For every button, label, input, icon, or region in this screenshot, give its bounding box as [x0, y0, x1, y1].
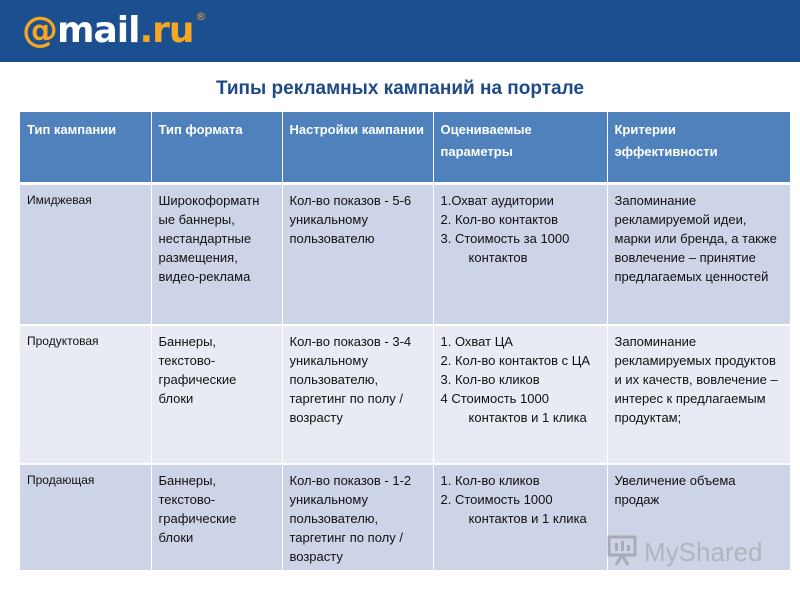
- cell-settings: Кол-во показов - 1-2 уникальному пользователю, таргетинг по полу / возрасту: [282, 464, 433, 571]
- myshared-watermark: [606, 533, 763, 572]
- page-title: Типы рекламных кампаний на портале: [215, 78, 584, 99]
- cell-params: [433, 464, 607, 571]
- logo-registered-mark: ®: [195, 10, 206, 23]
- cell-format: Широкоформатн ые баннеры, нестандартные размещения, видео-реклама: [151, 184, 282, 325]
- cell-settings: Кол-во показов - 5-6 уникальному пользователю: [282, 184, 433, 325]
- param-item: 1. Кол-во кликов: [440, 472, 540, 488]
- param-item: 3. Стоимость за 1000 контактов: [440, 231, 570, 265]
- table-row: [20, 184, 790, 325]
- param-item: 2. Кол-во контактов с ЦА: [440, 352, 591, 368]
- cell-criteria: Увеличение объема продаж: [607, 464, 790, 571]
- logo-ru: .ru: [139, 9, 194, 51]
- cell-format: Баннеры, текстово-графические блоки: [151, 464, 282, 571]
- param-item: 1.Охват аудитории: [440, 193, 554, 208]
- cell-params: [433, 184, 607, 325]
- cell-criteria: Запоминание рекламируемых продуктов и их качеств, вовлечение – интерес к предлагаемым продуктам;: [607, 325, 790, 464]
- header-efficiency-criteria: Критерии эффективности: [607, 112, 790, 184]
- cell-criteria: Запоминание рекламируемой идеи, марки или бренда, а также вовлечение – принятие предлагаемых ценностей: [607, 184, 790, 325]
- param-item: 3. Кол-во кликов: [440, 371, 540, 387]
- header-bar: [0, 0, 800, 62]
- logo-at: @: [22, 9, 57, 51]
- param-item: 1. Охват ЦА: [440, 333, 513, 349]
- cell-campaign-type: Продуктовая: [20, 325, 151, 464]
- param-item: 2. Кол-во контактов: [440, 212, 559, 227]
- campaign-types-table: [20, 112, 791, 572]
- mailru-logo: [22, 6, 206, 54]
- cell-settings: Кол-во показов - 3-4 уникальному пользователю, таргетинг по полу / возрасту: [282, 325, 433, 464]
- header-evaluated-params: Оцениваемые параметры: [433, 112, 607, 184]
- watermark-text: MyShared: [644, 537, 763, 567]
- logo-mail: mail: [57, 9, 140, 51]
- header-campaign-settings: Настройки кампании: [282, 112, 433, 184]
- cell-params: [433, 325, 607, 464]
- cell-format: Баннеры, текстово-графические блоки: [151, 325, 282, 464]
- param-item: 4 Стоимость 1000 контактов и 1 клика: [440, 390, 587, 425]
- param-item: 2. Стоимость 1000 контактов и 1 клика: [440, 491, 587, 526]
- table-header-row: [20, 112, 790, 184]
- presentation-board-icon: [606, 533, 640, 572]
- header-format-type: Тип формата: [151, 112, 282, 184]
- cell-campaign-type: Имиджевая: [20, 184, 151, 325]
- table-row: [20, 325, 790, 464]
- cell-campaign-type: Продающая: [20, 464, 151, 571]
- header-campaign-type: Тип кампании: [20, 112, 151, 184]
